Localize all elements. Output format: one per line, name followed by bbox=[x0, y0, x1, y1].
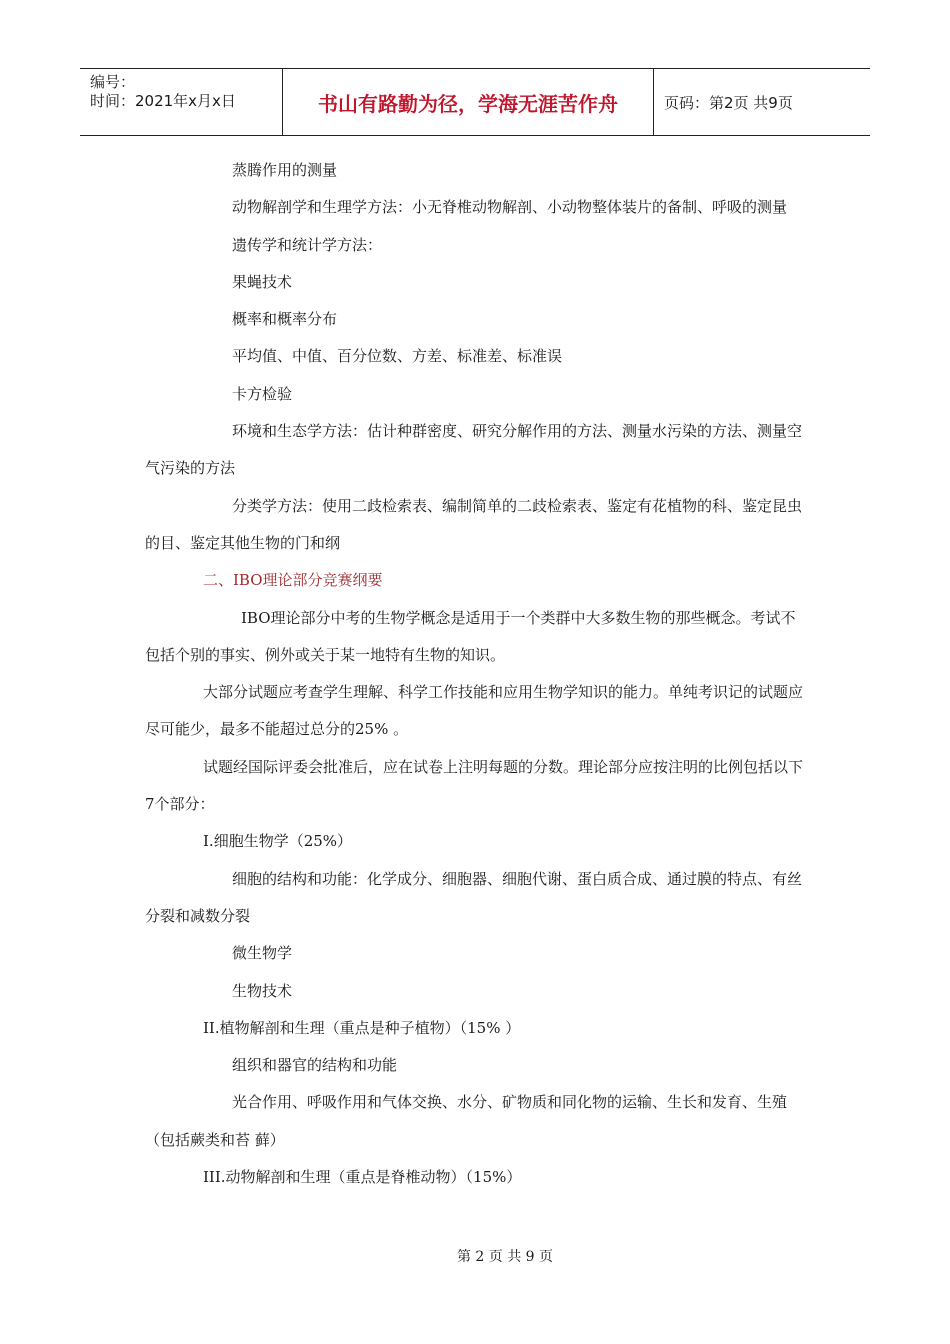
paragraph: 概率和概率分布 bbox=[232, 310, 338, 329]
paragraph: 细胞的结构和功能：化学成分、细胞器、细胞代谢、蛋白质合成、通过膜的特点、有丝分裂和减数分裂 bbox=[145, 869, 803, 925]
section-heading: 二、IBO理论部分竞赛纲要 bbox=[203, 571, 383, 590]
paragraph: 试题经国际评委会批准后，应在试卷上注明每题的分数。理论部分应按注明的比例包括以下7个部分： bbox=[145, 757, 804, 814]
paragraph: 分类学方法：使用二歧检索表、编制简单的二歧检索表、鉴定有花植物的科、鉴定昆虫的目、鉴定其他生物的门和纲 bbox=[145, 496, 803, 552]
header-meta bbox=[80, 69, 282, 135]
document-body bbox=[145, 152, 810, 1196]
page-header bbox=[80, 68, 870, 136]
paragraph: 平均值、中值、百分位数、方差、标准差、标准误 bbox=[232, 347, 563, 366]
paragraph: I.细胞生物学（25%） bbox=[203, 832, 353, 851]
paragraph: 大部分试题应考查学生理解、科学工作技能和应用生物学知识的能力。单纯考识记的试题应尽可能少，最多不能超过总分的25% 。 bbox=[145, 683, 804, 739]
paragraph: IBO理论部分中考的生物学概念是适用于一个类群中大多数生物的那些概念。考试不包括个别的事实、例外或关于某一地特有生物的知识。 bbox=[145, 608, 796, 664]
paragraph: 微生物学 bbox=[232, 944, 293, 963]
page-footer: 第 2 页 共 9 页 bbox=[456, 1249, 554, 1265]
header-motto: 书山有路勤为径，学海无涯苦作舟 bbox=[282, 69, 654, 135]
paragraph: 蒸腾作用的测量 bbox=[232, 161, 338, 179]
number-label: 编号： bbox=[90, 73, 136, 91]
header-page-info: 页码：第2页 共9页 bbox=[664, 93, 793, 112]
paragraph: 卡方检验 bbox=[232, 384, 293, 403]
paragraph: 环境和生态学方法：估计种群密度、研究分解作用的方法、测量水污染的方法、测量空气污染的方法 bbox=[145, 422, 803, 478]
paragraph: 遗传学和统计学方法： bbox=[232, 235, 383, 254]
paragraph: 生物技术 bbox=[232, 981, 293, 1000]
paragraph: 动物解剖学和生理学方法：小无脊椎动物解剖、小动物整体装片的备制、呼吸的测量 bbox=[232, 198, 788, 217]
paragraph: 光合作用、呼吸作用和气体交换、水分、矿物质和同化物的运输、生长和发育、生殖（包括蕨类和苔 藓） bbox=[145, 1093, 788, 1149]
paragraph: III.动物解剖和生理（重点是脊椎动物）（15%） bbox=[203, 1168, 522, 1187]
date-label: 时间：2021年x月x日 bbox=[90, 92, 236, 110]
paragraph: II.植物解剖和生理（重点是种子植物）（15% ） bbox=[203, 1018, 521, 1037]
paragraph: 组织和器官的结构和功能 bbox=[232, 1056, 398, 1075]
paragraph: 果蝇技术 bbox=[232, 272, 293, 291]
